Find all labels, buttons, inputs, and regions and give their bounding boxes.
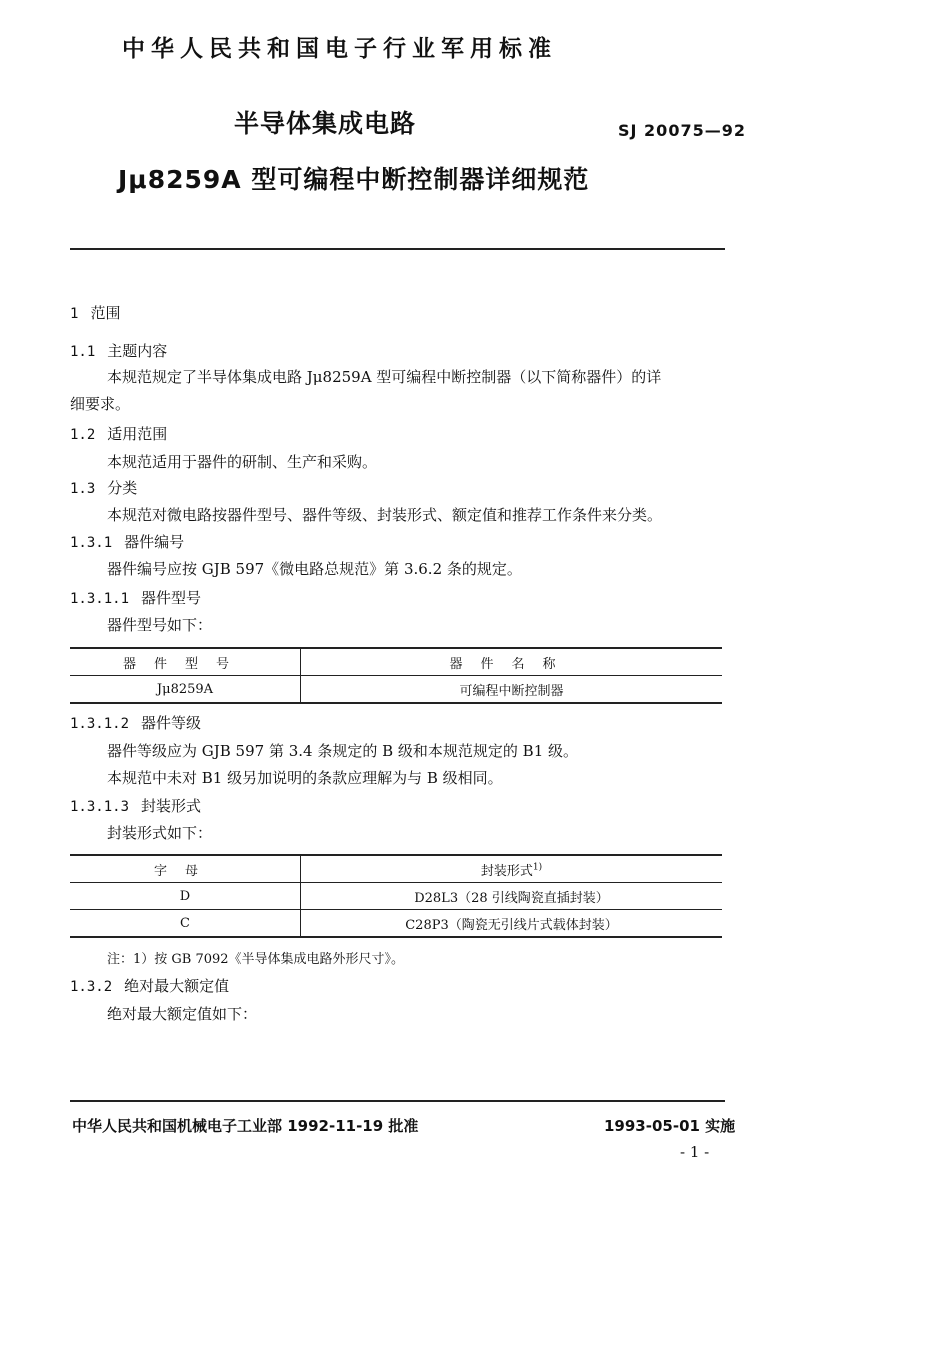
section-number: 1.3 — [70, 481, 96, 497]
table-cell: C28P3（陶瓷无引线片式载体封装） — [301, 910, 723, 938]
section-1-3-2-heading — [70, 975, 229, 996]
document-title-line1: 半导体集成电路 — [234, 109, 417, 138]
standard-number: SJ 20075—92 — [618, 121, 746, 140]
section-1-3-1-heading — [70, 531, 184, 552]
table-header-row — [70, 855, 722, 883]
section-title: 范围 — [90, 304, 121, 322]
table-cell: D28L3（28 引线陶瓷直插封装） — [301, 883, 723, 910]
section-title: 主题内容 — [107, 342, 168, 360]
title-divider — [70, 248, 725, 250]
section-1-3-1-2-heading — [70, 712, 201, 733]
paragraph-package-intro: 封装形式如下： — [107, 824, 213, 842]
table-cell: 可编程中断控制器 — [301, 676, 723, 704]
table-footnote: 注：1）按 GB 7092《半导体集成电路外形尺寸》。 — [107, 952, 405, 967]
section-number: 1.1 — [70, 344, 96, 360]
paragraph-applicability: 本规范适用于器件的研制、生产和采购。 — [107, 453, 378, 471]
section-number: 1.3.1.1 — [70, 591, 130, 607]
section-title: 封装形式 — [141, 797, 202, 815]
paragraph-scope-line1: 本规范规定了半导体集成电路 Jμ8259A 型可编程中断控制器（以下简称器件）的详 — [107, 368, 662, 386]
package-type-table — [70, 854, 722, 938]
table-header-cell: 器件名称 — [301, 648, 723, 676]
table-header-cell: 封装形式$^{1)}$ — [301, 855, 723, 883]
page-number: - 1 - — [680, 1143, 710, 1161]
table-header-row — [70, 648, 722, 676]
section-1-3-1-3-heading — [70, 795, 201, 816]
section-1-heading — [70, 302, 120, 323]
effective-date: 1993-05-01 实施 — [604, 1117, 736, 1135]
footer-divider — [70, 1100, 725, 1102]
paragraph-device-grade-1: 器件等级应为 GJB 597 第 3.4 条规定的 B 级和本规范规定的 B1 级。 — [107, 742, 579, 760]
table-row — [70, 883, 722, 910]
section-1-2-heading — [70, 423, 167, 444]
issuing-agency-header: 中华人民共和国电子行业军用标准 — [122, 36, 557, 62]
section-number: 1.2 — [70, 427, 96, 443]
device-type-table — [70, 647, 722, 704]
paragraph-classification: 本规范对微电路按器件型号、器件等级、封装形式、额定值和推荐工作条件来分类。 — [107, 506, 663, 524]
footnote-marker: 1) — [532, 862, 543, 873]
section-title: 绝对最大额定值 — [124, 977, 230, 995]
section-title: 器件编号 — [124, 533, 185, 551]
section-title: 分类 — [107, 479, 138, 497]
section-title: 器件型号 — [141, 589, 202, 607]
section-number: 1.3.1 — [70, 535, 113, 551]
paragraph-absolute-max-intro: 绝对最大额定值如下： — [107, 1005, 258, 1023]
section-title: 适用范围 — [107, 425, 168, 443]
table-cell: Jμ8259A — [70, 676, 301, 704]
approval-line: 中华人民共和国机械电子工业部 1992-11-19 批准 — [72, 1117, 419, 1135]
table-cell: D — [70, 883, 301, 910]
document-title-line2: Jμ8259A 型可编程中断控制器详细规范 — [118, 165, 590, 194]
paragraph-device-numbering: 器件编号应按 GJB 597《微电路总规范》第 3.6.2 条的规定。 — [107, 560, 522, 578]
paragraph-device-grade-2: 本规范中未对 B1 级另加说明的条款应理解为与 B 级相同。 — [107, 769, 503, 787]
section-1-3-heading — [70, 477, 137, 498]
paragraph-device-type-intro: 器件型号如下： — [107, 616, 213, 634]
table-header-cell: 字母 — [70, 855, 301, 883]
section-number: 1.3.1.2 — [70, 716, 130, 732]
table-cell: C — [70, 910, 301, 938]
section-number: 1.3.2 — [70, 979, 113, 995]
table-header-cell: 器件型号 — [70, 648, 301, 676]
section-1-3-1-1-heading — [70, 587, 201, 608]
section-number: 1 — [70, 306, 79, 322]
section-title: 器件等级 — [141, 714, 202, 732]
table-row — [70, 910, 722, 938]
section-1-1-heading — [70, 340, 167, 361]
section-number: 1.3.1.3 — [70, 799, 130, 815]
table-row — [70, 676, 722, 704]
paragraph-scope-line2: 细要求。 — [70, 395, 131, 413]
